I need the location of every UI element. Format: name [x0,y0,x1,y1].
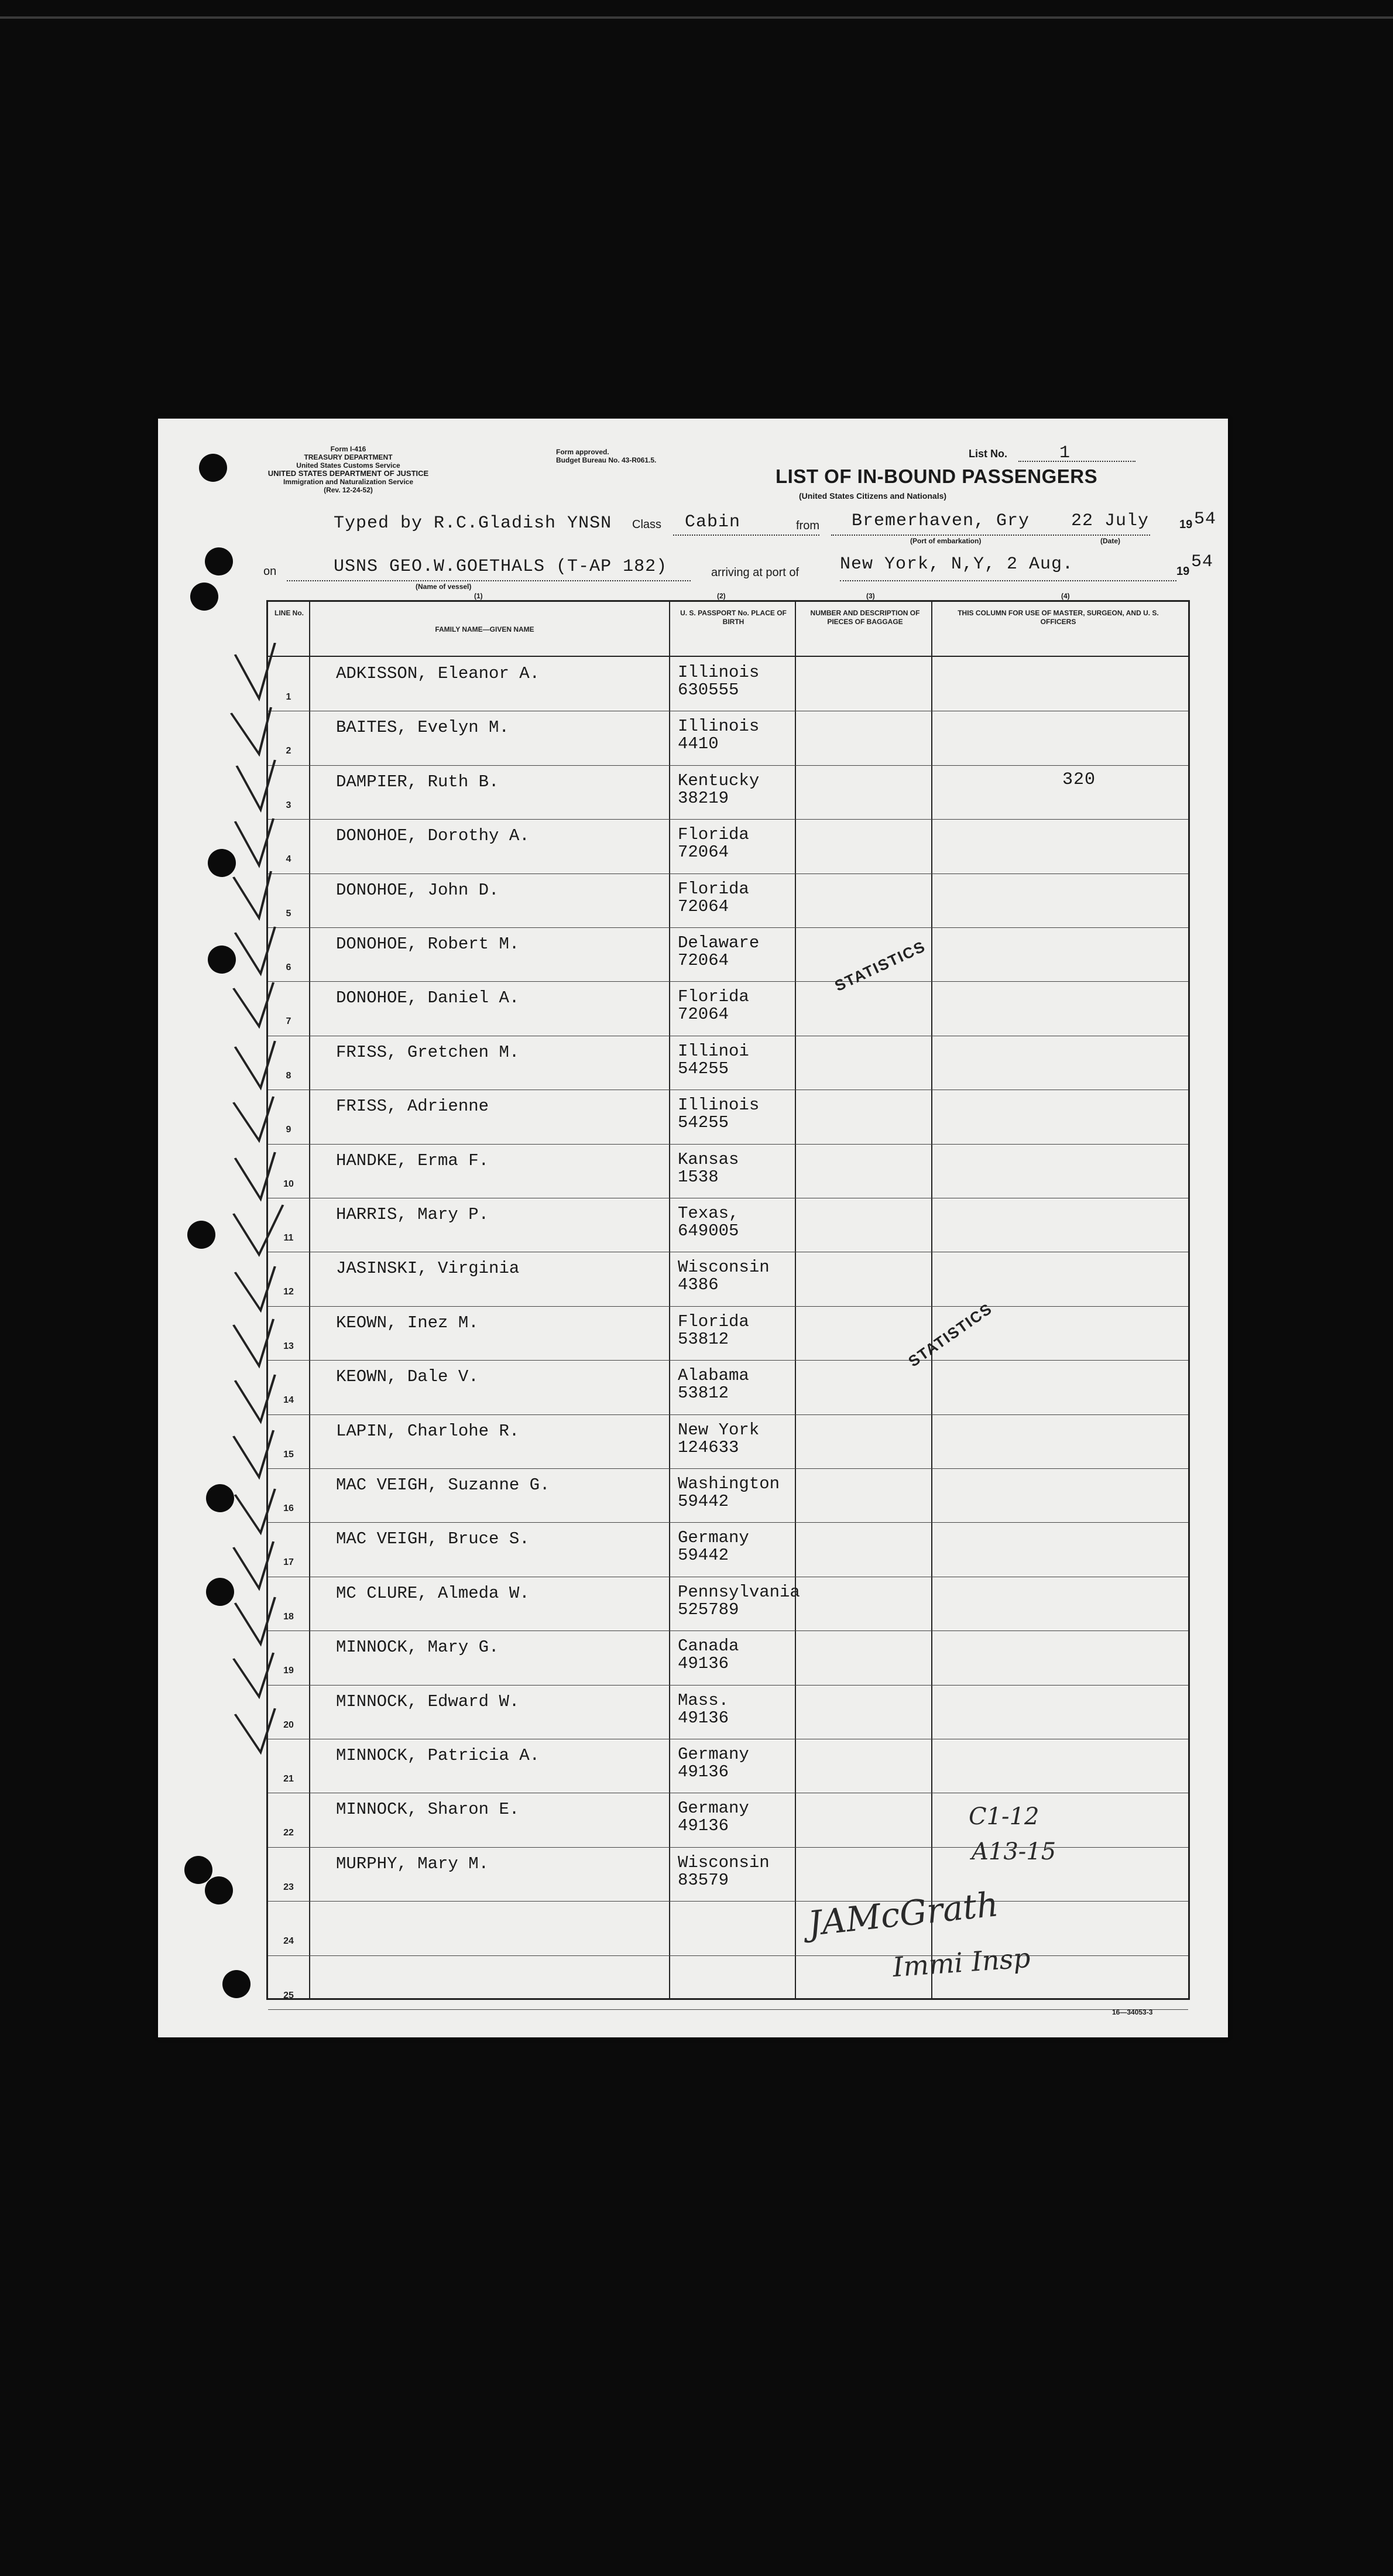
handwritten-range-c: C1-12 [969,1803,1039,1830]
passport-number: 49136 [678,1816,729,1836]
passenger-name: HANDKE, Erma F. [336,1150,489,1170]
passport-number: 53812 [678,1383,729,1403]
passenger-name: MAC VEIGH, Suzanne G. [336,1475,550,1495]
on-label: on [263,565,277,578]
passenger-name: MURPHY, Mary M. [336,1854,489,1873]
statistics-stamp: STATISTICS [832,937,929,995]
line-number: 2 [286,746,291,756]
table-row [268,657,1188,711]
place-of-birth: Kansas [678,1149,739,1169]
passport-number: 59442 [678,1492,729,1511]
line-number: 9 [286,1125,291,1135]
passport-number: 54255 [678,1059,729,1078]
form-number: Form I-416 [330,445,366,453]
inspector-title: Immi Insp [891,1941,1032,1984]
page-title: LIST OF IN-BOUND PASSENGERS [776,465,1098,487]
birth-place-passport [678,1854,770,1889]
table-row [268,1414,1188,1469]
line-number: 4 [286,854,291,865]
from-value: Bremerhaven, Gry [852,511,1030,531]
vessel-caption: (Name of vessel) [416,583,472,591]
table-row [268,1739,1188,1793]
table-row [268,1252,1188,1306]
place-of-birth: Illinois [678,1095,760,1115]
place-of-birth: Alabama [678,1366,749,1386]
table-row [268,1306,1188,1361]
vessel-name: USNS GEO.W.GOETHALS (T-AP 182) [334,557,668,577]
line-number: 13 [283,1341,294,1351]
birth-place-passport [678,772,759,807]
arrival-year-prefix: 19 [1176,565,1190,578]
check-marks [227,643,315,1814]
table-row [268,1522,1188,1577]
vessel-line [287,580,691,581]
table-row [268,1090,1188,1144]
birth-place-passport [678,881,749,916]
birth-place-passport [678,1043,749,1078]
line-number: 15 [283,1449,294,1460]
revision-label: (Rev. 12-24-52) [324,486,373,494]
line-number: 6 [286,962,291,972]
passport-number: 72064 [678,951,729,970]
birth-place-passport [678,1367,749,1402]
place-of-birth: Texas, [678,1204,739,1223]
passenger-name: LAPIN, Charlohe R. [336,1421,520,1441]
line-number: 8 [286,1070,291,1081]
passport-number: 124633 [678,1437,739,1457]
inspector-signature: JAMcGrath [806,1884,1000,1944]
arriving-label: arriving at port of [711,566,800,579]
place-of-birth: Wisconsin [678,1258,770,1277]
passport-number: 630555 [678,680,739,700]
place-of-birth: Kentucky [678,770,760,790]
passenger-name: KEOWN, Dale V. [336,1367,479,1387]
place-of-birth: Illinois [678,717,760,737]
table-row [268,1198,1188,1252]
col-num-1: (1) [474,592,483,600]
place-of-birth: Illinoi [678,1041,749,1061]
place-of-birth: Florida [678,879,749,899]
handwritten-range-a: A13-15 [972,1838,1056,1865]
passenger-table [266,600,1190,2000]
date-value: 22 July [1071,511,1150,531]
birth-place-passport [678,1692,729,1727]
line-number: 12 [283,1287,294,1297]
birth-place-passport [678,1151,739,1186]
table-row [268,1577,1188,1631]
table-row [268,1685,1188,1739]
approved-label: Form approved. [556,448,609,456]
line-number: 5 [286,908,291,919]
birth-place-passport [678,1097,759,1132]
passport-number: 59442 [678,1546,729,1566]
place-of-birth: Delaware [678,933,760,953]
punch-hole [190,583,218,611]
table-row [268,1036,1188,1090]
passport-number: 38219 [678,788,729,808]
row-divider [268,2009,1188,2010]
place-of-birth: Germany [678,1799,749,1818]
col-header-name: FAMILY NAME—GIVEN NAME [435,625,534,633]
class-value: Cabin [685,512,741,532]
place-of-birth: Germany [678,1528,749,1548]
passenger-name: FRISS, Adrienne [336,1097,489,1116]
table-row [268,711,1188,765]
passenger-name: FRISS, Gretchen M. [336,1042,520,1062]
birth-place-passport [678,1638,739,1673]
line-number: 21 [283,1774,294,1784]
arrival-line [840,580,1176,581]
passenger-name: MINNOCK, Sharon E. [336,1800,520,1820]
col-header-line-no: LINE No. [275,609,304,617]
line-number: 19 [283,1666,294,1676]
punch-hole [199,454,227,482]
birth-place-passport [678,1259,770,1294]
table-row [268,1630,1188,1685]
top-border-line [0,16,1393,19]
footer-code: 16—34053-3 [1112,2008,1153,2016]
passport-number: 4386 [678,1275,719,1295]
birth-place-passport [678,1800,749,1835]
passenger-name: DONOHOE, Dorothy A. [336,826,530,846]
typed-by: Typed by R.C.Gladish YNSN [334,513,612,533]
passenger-name: BAITES, Evelyn M. [336,718,509,738]
list-no-value: 1 [1059,443,1071,463]
passenger-name: DONOHOE, John D. [336,880,499,900]
passenger-name: DONOHOE, Robert M. [336,934,520,954]
form-approval [556,448,656,464]
table-row [268,981,1188,1036]
passenger-name: KEOWN, Inez M. [336,1313,479,1332]
statistics-stamp: STATISTICS [905,1299,996,1371]
line-number: 7 [286,1016,291,1027]
place-of-birth: Pennsylvania [678,1582,800,1602]
col-num-3: (3) [866,592,875,600]
birth-place-passport [678,988,749,1023]
punch-hole [184,1856,212,1884]
passport-number: 1538 [678,1167,719,1187]
line-number: 23 [283,1882,294,1892]
table-row [268,1901,1188,1955]
year-value: 54 [1194,509,1217,529]
passenger-name: ADKISSON, Eleanor A. [336,664,540,683]
line-number: 25 [283,1990,294,2000]
officer-note: 320 [1062,770,1096,790]
place-of-birth: Mass. [678,1690,729,1710]
form-header-left [255,445,442,494]
line-number: 16 [283,1503,294,1513]
budget-label: Budget Bureau No. 43-R061.5. [556,456,657,464]
line-number: 20 [283,1719,294,1730]
passenger-name: DAMPIER, Ruth B. [336,772,499,792]
line-number: 18 [283,1611,294,1622]
line-number: 14 [283,1395,294,1406]
passport-number: 72064 [678,896,729,916]
place-of-birth: Wisconsin [678,1852,770,1872]
customs-label: United States Customs Service [296,461,400,470]
passport-number: 53812 [678,1329,729,1349]
table-row [268,765,1188,820]
line-number: 3 [286,800,291,810]
birth-place-passport [678,826,749,861]
passenger-name: JASINSKI, Virginia [336,1259,520,1279]
passenger-name: MINNOCK, Patricia A. [336,1746,540,1765]
list-no-label: List No. [969,448,1007,460]
place-of-birth: Florida [678,1311,749,1331]
date-caption: (Date) [1100,537,1121,545]
col-header-baggage: NUMBER AND DESCRIPTION OF PIECES OF BAGGAGE [810,609,920,626]
year-prefix: 19 [1179,518,1193,531]
birth-place-passport [678,1584,800,1619]
col-header-officers: THIS COLUMN FOR USE OF MASTER, SURGEON, AND U. S. OFFICERS [958,609,1159,626]
arrival-year: 54 [1191,552,1214,572]
line-number: 1 [286,692,291,702]
birth-place-passport [678,934,759,970]
passenger-name: MAC VEIGH, Bruce S. [336,1529,530,1549]
passport-number: 72064 [678,842,729,862]
table-row [268,927,1188,982]
birth-place-passport [678,1313,749,1348]
ins-label: Immigration and Naturalization Service [283,478,414,486]
birth-place-passport [678,1205,739,1240]
birth-place-passport [678,718,759,753]
place-of-birth: Washington [678,1474,780,1493]
place-of-birth: New York [678,1420,760,1440]
col-num-2: (2) [717,592,726,600]
place-of-birth: Illinois [678,663,760,682]
passenger-name: MC CLURE, Almeda W. [336,1583,530,1603]
col-header-passport: U. S. PASSPORT No. PLACE OF BIRTH [680,609,787,626]
birth-place-passport [678,1421,759,1457]
place-of-birth: Canada [678,1636,739,1656]
birth-place-passport [678,1475,780,1510]
table-row [268,1468,1188,1523]
punch-hole [205,547,233,576]
from-label: from [796,519,819,532]
col-num-4: (4) [1061,592,1070,600]
passport-number: 649005 [678,1221,739,1241]
table-row [268,1360,1188,1414]
table-row [268,819,1188,873]
passport-number: 49136 [678,1708,729,1728]
punch-hole [205,1876,233,1904]
punch-hole [222,1970,251,1998]
passport-number: 83579 [678,1870,729,1890]
birth-place-passport [678,1529,749,1564]
passport-number: 54255 [678,1113,729,1133]
manifest-page [158,419,1228,2037]
justice-label: UNITED STATES DEPARTMENT OF JUSTICE [267,469,429,478]
line-number: 22 [283,1828,294,1838]
passport-number: 49136 [678,1762,729,1782]
passenger-name: MINNOCK, Mary G. [336,1638,499,1657]
place-of-birth: Florida [678,987,749,1007]
passenger-name: MINNOCK, Edward W. [336,1691,520,1711]
table-row [268,873,1188,928]
line-number: 10 [283,1179,294,1189]
place-of-birth: Germany [678,1745,749,1764]
page-subtitle: (United States Citizens and Nationals) [799,491,947,501]
class-line [673,535,819,536]
class-label: Class [632,518,662,531]
passport-number: 49136 [678,1654,729,1674]
passport-number: 525789 [678,1599,739,1619]
passport-number: 72064 [678,1005,729,1025]
birth-place-passport [678,664,759,699]
punch-hole [187,1221,215,1249]
from-line [831,535,1150,536]
arrival-value: New York, N,Y, 2 Aug. [840,554,1074,574]
line-number: 11 [283,1233,294,1243]
passenger-name: HARRIS, Mary P. [336,1205,489,1224]
list-no-line [1018,461,1135,462]
table-row [268,1144,1188,1198]
place-of-birth: Florida [678,825,749,845]
treasury-label: TREASURY DEPARTMENT [304,453,393,461]
birth-place-passport [678,1746,749,1781]
passenger-name: DONOHOE, Daniel A. [336,988,520,1008]
line-number: 17 [283,1557,294,1568]
line-number: 24 [283,1936,294,1947]
table-row [268,1955,1188,2010]
port-embark-caption: (Port of embarkation) [910,537,982,545]
passport-number: 4410 [678,734,719,754]
